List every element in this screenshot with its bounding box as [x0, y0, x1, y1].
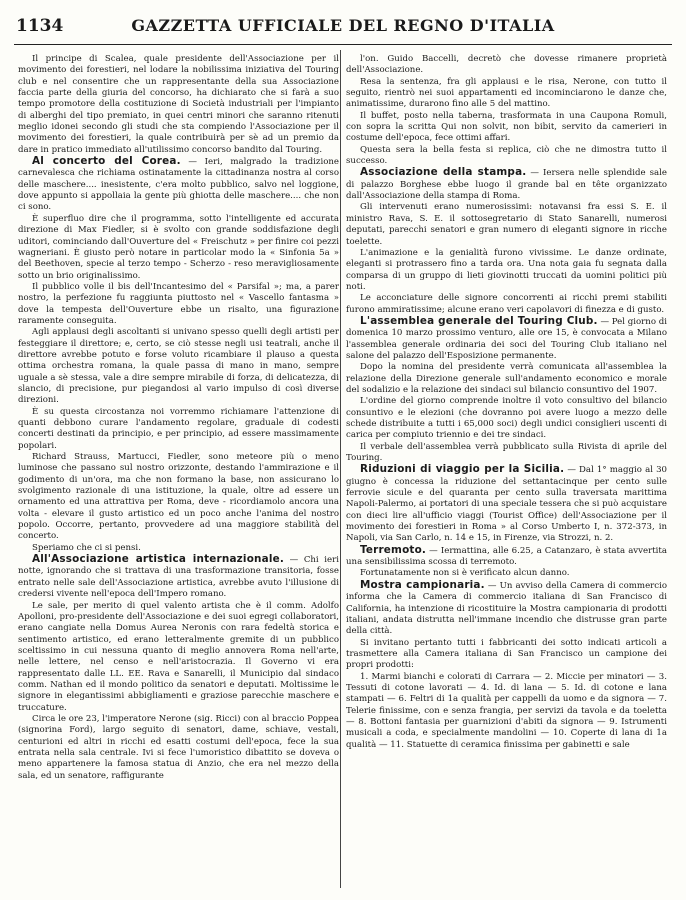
- section-heading: Mostra campionaria.: [360, 578, 485, 591]
- paragraph-text: È superfluo dire che il programma, sotto l'intelligente ed accurata direzione di Max Fiedler, si è svolto con grande soddisfazione degli uditori, cominciando dall'Ouverture del « Freischutz » per finire coi pezzi wagneriani. È giusto però notare in particolar modo la « Sinfonia 5a » del Beethoven, specie al terzo tempo - Scherzo - reso meravigliosamente sotto un brio originalissimo.: [18, 213, 339, 281]
- paragraph-text: Agli applausi degli ascoltanti si univano spesso quelli degli artisti per festeggiare il direttore; e, certo, se ciò stesse negli usi teatrali, anche il direttore avrebbe potuto e forse voluto ricambiare il plauso a questa ottima orchestra romana, la quale passa di mano in mano, sempre uguale a sè stessa, vale a dire sempre mirabile di forza, di delicatezza, di slancio, di precisione, pur piegandosi al vario impulso di così diverse direzioni.: [18, 327, 339, 406]
- paragraph-text: 1. Marmi bianchi e colorati di Carrara — 2. Miccie per minatori — 3. Tessuti di cotone lavorati — 4. Id. di lana — 5. Id. di cotone e lana stampati — 6. Feltri di 1a qualità per cappelli da uomo e da signora — 7. Telerie finissime, con e senza frangia, per servizi da tavola e da toeletta — 8. Bottoni fantasia per guarnizioni d'abiti da signora — 9. Istrumenti musicali a coda, e specialmente mandolini — 10. Coperte di lana di 1a qualità — 11. Statuette di ceramica finissima per gabinetti e sale: [346, 671, 667, 750]
- right-column: [346, 54, 667, 890]
- paragraph: [346, 167, 667, 202]
- paragraph-text: Il buffet, posto nella taberna, trasformata in una Caupona Romuli, con sopra la scritta Qui non solvit, non bibit, servito da camerieri in costume dell'epoca, fece ottimi affari.: [346, 110, 667, 144]
- paragraph: [346, 464, 667, 544]
- paragraph-text: — Chi ieri notte, ignorando che si trattava di una trasformazione transitoria, fosse entrato nelle sale dell'Associazione artistica, avrebbe avuto l'illusione di credersi vivente nell'epoca dell'Impero romano.: [18, 555, 339, 600]
- paragraph: [346, 111, 667, 145]
- paragraph-text: Dopo la nomina del presidente verrà comunicata all'assemblea la relazione della Direzione generale sull'andamento economico e morale del sodalizio e la relazione dei sindaci sul bilancio consuntivo del 1907.: [346, 362, 667, 395]
- paragraph-text: — Pel giorno di domenica 10 marzo prossimo venturo, alle ore 15, è convocata a Milano l'assemblea generale ordinaria dei soci del Touring Club italiano nel salone del palazzo dell'Esposizione permanente.: [346, 316, 667, 361]
- paragraph: [18, 156, 339, 214]
- paragraph: [346, 54, 667, 77]
- paragraph-text: Il principe di Scalea, quale presidente dell'Associazione per il movimento dei forestieri, nel lodare la nobilissima iniziativa del Touring club e nel consentire che un rappresentante della sua Associazione faccia parte della giuria del concorso, ha dichiarato che si farà a suo tempo promotore della costituzione di Società industriali per l'impianto di alberghi del tipo premiato, in quei centri minori che saranno ritenuti meglio idonei secondo gli studi che sta compiendo l'Associazione per il movimento dei forestieri, la quale contribuirà per sè ad un premio da dare in pratico immediato all'utilissimo concorso bandito dal Touring.: [18, 54, 339, 155]
- section-heading: All'Associazione artistica internazionale.: [32, 553, 284, 566]
- paragraph: [18, 214, 339, 282]
- paragraph: [346, 145, 667, 168]
- paragraph-text: Circa le ore 23, l'imperatore Nerone (sig. Ricci) con al braccio Poppea (signorina Ford), largo seguito di senatori, dame, schiave, vestali, centurioni ed altri in ricchi ed esatti costumi dell'epoca, fece la sua entrata nella sala centrale. Ivi si fece l'umoristico dibattito se doveva o meno appartenere la famosa statua di Anzio, che era nel mezzo della sala, ed un senatore, raffigurante: [18, 713, 339, 781]
- paragraph-text: Richard Strauss, Martucci, Fiedler, sono meteore più o meno luminose che passano sul nostro orizzonte, destando l'ammirazione e il godimento di un'ora, ma che non formano la base, non assicurano lo svolgimento razionale di una istituzione, la quale, oltre ad essere un ornamento ed una attrattiva per Roma, deve - ricordiamolo ancora una volta - elevare il gusto artistico ed un poco anche l'anima del nostro popolo. Occorre, pertanto, provvedere ad una maggiore stabilità del concerto.: [18, 452, 339, 542]
- paragraph-text: L'ordine del giorno comprende inoltre il voto consultivo del bilancio consuntivo e le elezioni (che dovranno poi avere luogo a mezzo delle schede distribuite a tutti i 65,000 soci) degli undici consiglieri uscenti di carica per compiuto triennio e dei tre sindaci.: [346, 396, 667, 441]
- paragraph: [18, 282, 339, 327]
- paragraph: [346, 580, 667, 638]
- paragraph-text: — Iermattina, alle 6.25, a Catanzaro, è stata avvertita una sensibilissima scossa di terremoto.: [346, 545, 667, 568]
- paragraph-text: — Dal 1° maggio al 30 giugno è concessa la riduzione del settantacinque per cento sulle ferrovie sicule e del quaranta per cento sulla traversata marittima Napoli-Palermo, ai portatori di una speciale tessera che si può acquistare con dieci lire all'ufficio viaggi (Tourist Office) dell'Associazione per il movimento dei forestieri in Roma » al Corso Umberto I, n. 372-373, in Napoli, via San Carlo, n. 14 e 15, in Firenze, via Strozzi, n. 2.: [346, 465, 667, 544]
- left-column: [18, 54, 339, 890]
- paragraph: [18, 601, 339, 714]
- paragraph-text: l'on. Guido Baccelli, decretò che dovesse rimanere proprietà dell'Associazione.: [346, 54, 667, 76]
- paragraph: [18, 327, 339, 406]
- paragraph: [346, 672, 667, 751]
- paragraph: [346, 396, 667, 441]
- paragraph: [346, 316, 667, 362]
- paragraph-text: Le sale, per merito di quel valento artista che è il comm. Adolfo Apolloni, pro-presidente dell'Associazione e dei suoi egregi collaboratori, erano cangiate nella Domus Aurea Neronis con rara fedeltà storica e sentimento artistico, ed erano letteralmente gremite di un pubblico sceltissimo in cui nessuna quanto di meglio annovera Roma nell'arte, nelle lettere, nel censo e nell'aristocrazia. Il Governo vi era rappresentato dalle LL. EE. Rava e Sanarelli, il Municipio dal sindaco comm. Nathan ed il mondo politico da senatori e deputati. Moltissime le signore in elegantissimi abbigliamenti e graziose parecchie maschere e truccature.: [18, 600, 339, 713]
- paragraph-text: Il verbale dell'assemblea verrà pubblicato sulla Rivista di aprile del Touring.: [346, 441, 667, 464]
- section-heading: L'assemblea generale del Touring Club.: [360, 314, 598, 327]
- paragraph-text: Resa la sentenza, fra gli applausi e le risa, Nerone, con tutto il seguito, rientrò nei suoi appartamenti ed incominciarono le danze che, animatissime, durarono fino alle 5 del mattino.: [346, 76, 667, 110]
- paragraph-text: Fortunatamente non si è verificato alcun danno.: [360, 568, 570, 579]
- paragraph: [346, 248, 667, 293]
- paragraph-text: Questa sera la bella festa si replica, ciò che ne dimostra tutto il successo.: [346, 144, 667, 167]
- paragraph-text: Gli intervenuti erano numerosissimi: notavansi fra essi S. E. il ministro Rava, S. E. il sottosegretario di Stato Sanarelli, numerosi deputati, parecchi senatori e gran numero di eleganti signore in ricche toelette.: [346, 202, 667, 247]
- paragraph: [346, 442, 667, 465]
- paragraph: [18, 407, 339, 452]
- paragraph-text: — Ieri, malgrado la tradizione carnevalesca che richiama ostinatamente la cittadinanza nostra al corso delle maschere.... inesistente, c'era molto pubblico, salvo nel loggione, dove appunto si appollaia la gente più ghiotta delle maschere.... che non ci sono.: [18, 157, 339, 213]
- paragraph: [346, 362, 667, 396]
- paragraph: [18, 554, 339, 600]
- page-number: 1134: [16, 16, 64, 36]
- section-heading: Al concerto del Corea.: [32, 155, 181, 168]
- section-heading: Associazione della stampa.: [360, 166, 527, 179]
- paragraph: [18, 54, 339, 156]
- paragraph-text: Il pubblico volle il bis dell'Incantesimo del « Parsifal »; ma, a parer nostro, la perfezione fu raggiunta piuttosto nel « Vascello fantasma » dove la tempesta dell'Ouverture ebbe un risalto, una figurazione raramente conseguita.: [18, 281, 339, 326]
- paragraph: [346, 293, 667, 316]
- section-heading: Terremoto.: [360, 543, 427, 556]
- paragraph-text: È su questa circostanza noi vorremmo richiamare l'attenzione di quanti debbono curare l'andamento regolare, graduale di codesti concerti destinati da principio, e per principio, ad essere massimamente popolari.: [18, 406, 339, 451]
- page-title: GAZZETTA UFFICIALE DEL REGNO D'ITALIA: [131, 16, 555, 35]
- paragraph-text: — Un avviso della Camera di commercio informa che la Camera di commercio italiana di San Francisco di California, ha intenzione di ricostituire la Mostra campionaria di prodotti italiani, andata distrutta nell'immane incendio che distrusse gran parte della città.: [346, 580, 667, 637]
- paragraph: [346, 77, 667, 111]
- paragraph-text: L'animazione e la genialità furono vivissime. Le danze ordinate, eleganti si protrassero fino a tarda ora. Una nota gaia fu segnata dalla comparsa di un gruppo di lieti giovinotti truccati da uomini politici più noti.: [346, 247, 667, 292]
- section-heading: Riduzioni di viaggio per la Sicilia.: [360, 463, 565, 476]
- paragraph: [346, 202, 667, 247]
- paragraph-text: Speriamo che ci si pensi.: [32, 542, 141, 553]
- paragraph: [346, 638, 667, 672]
- column-divider: [340, 50, 341, 888]
- paragraph-text: — Iersera nelle splendide sale di palazzo Borghese ebbe luogo il grande bal en tête organizzato dall'Associazione della stampa di Roma.: [346, 168, 667, 202]
- paragraph-text: Si invitano pertanto tutti i fabbricanti dei sotto indicati articoli a trasmettere alla Camera italiana di San Francisco un campione dei propri prodotti:: [346, 637, 667, 671]
- paragraph-text: Le acconciature delle signore concorrenti ai ricchi premi stabiliti furono ammiratissime; alcune erano veri capolavori di finezza e di gusto.: [346, 293, 667, 315]
- page-header: [14, 14, 672, 45]
- paragraph: [346, 545, 667, 569]
- paragraph: [18, 714, 339, 782]
- paragraph: [18, 452, 339, 543]
